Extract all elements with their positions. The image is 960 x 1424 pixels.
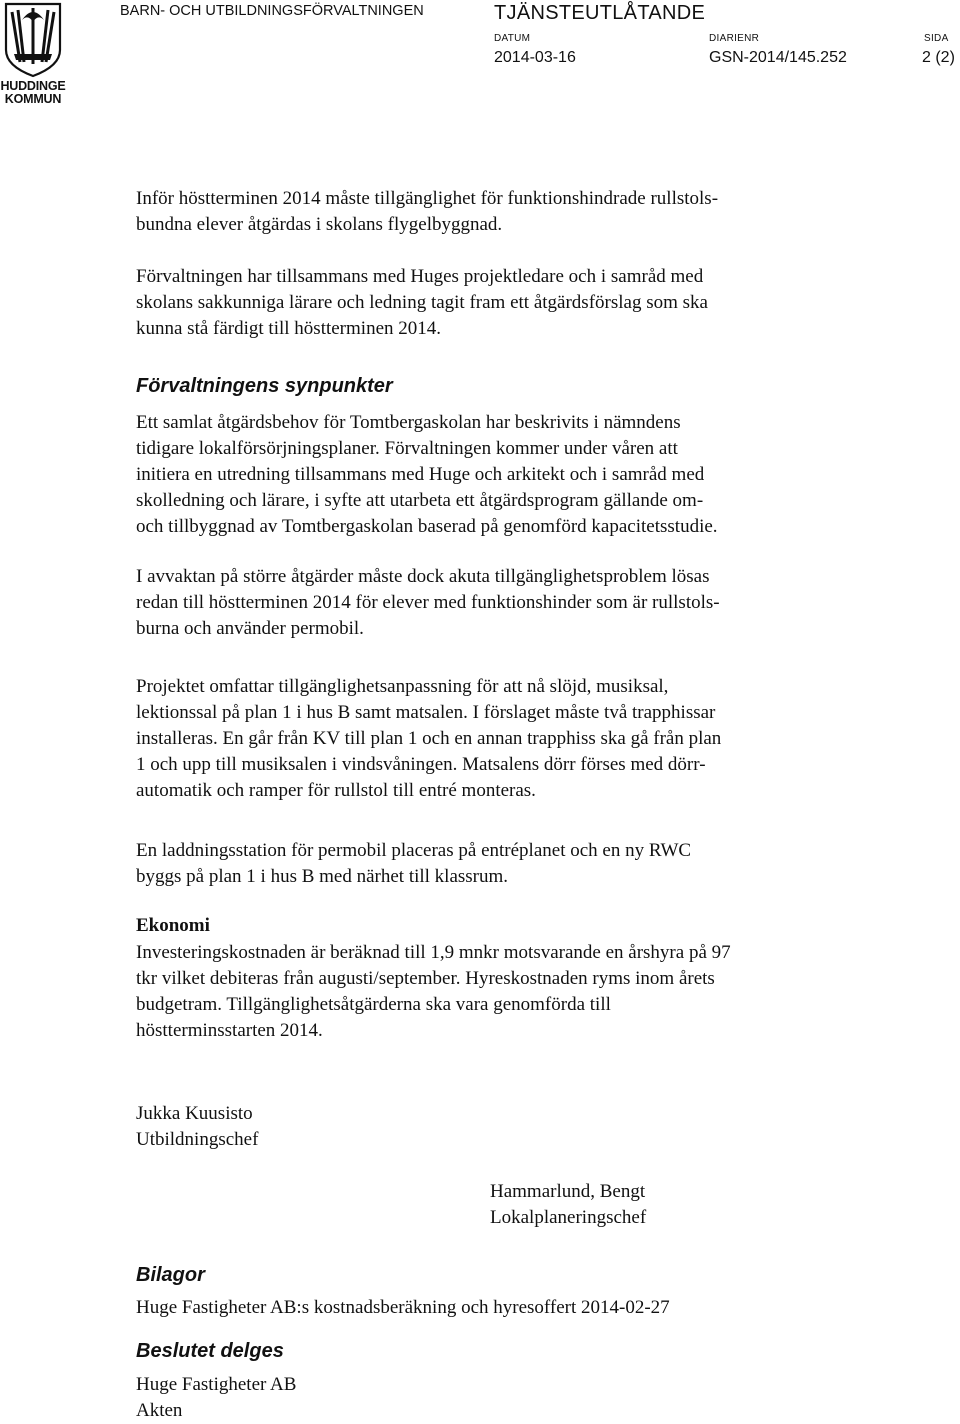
text-line: burna och använder permobil. xyxy=(136,618,364,639)
page-label: SIDA xyxy=(924,33,949,44)
text-line: Investeringskostnaden är beräknad till 1,9 mnkr motsvarande en årshyra på 97 xyxy=(136,942,731,963)
ekonomi-paragraph xyxy=(136,940,856,1044)
text-line: höstterminsstarten 2014. xyxy=(136,1020,323,1041)
bilagor-list xyxy=(136,1295,856,1321)
logo-text-line2: KOMMUN xyxy=(4,92,62,106)
date-label: DATUM xyxy=(494,33,531,44)
section-heading-bilagor: Bilagor xyxy=(136,1264,205,1286)
section-heading-synpunkter: Förvaltningens synpunkter xyxy=(136,375,393,397)
text-line: Förvaltningen har tillsammans med Huges projektledare och i samråd med xyxy=(136,266,704,287)
signature-name: Hammarlund, Bengt xyxy=(490,1181,646,1202)
page-number: 2 (2) xyxy=(922,49,955,66)
signature-block-2 xyxy=(490,1179,850,1231)
diary-number-value: GSN-2014/145.252 xyxy=(709,49,847,66)
signature-block-1 xyxy=(136,1101,856,1153)
text-line: och tillbyggnad av Tomtbergaskolan baserad på genomförd kapacitetsstudie. xyxy=(136,516,718,537)
text-line: initiera en utredning tillsammans med Huge och arkitekt och i samråd med xyxy=(136,464,705,485)
text-line: I avvaktan på större åtgärder måste dock akuta tillgänglighetsproblem lösas xyxy=(136,566,710,587)
text-line: En laddningsstation för permobil placeras på entréplanet och en ny RWC xyxy=(136,840,692,861)
document-type: TJÄNSTEUTLÅTANDE xyxy=(494,2,706,24)
logo-text-line1: HUDDINGE xyxy=(0,79,66,93)
text-line: budgetram. Tillgänglighetsåtgärderna ska vara genomförda till xyxy=(136,994,611,1015)
synpunkter-paragraph-2 xyxy=(136,564,856,642)
signature-name: Jukka Kuusisto xyxy=(136,1103,253,1124)
text-line: bundna elever åtgärdas i skolans flygelbyggnad. xyxy=(136,214,503,235)
text-line: automatik och ramper för rullstol till entré monteras. xyxy=(136,780,536,801)
diary-number-label: DIARIENR xyxy=(709,33,760,44)
hudding-kommun-crest-icon xyxy=(0,0,66,80)
text-line: redan till höstterminen 2014 för elever med funktionshinder som är rullstols- xyxy=(136,592,720,613)
section-heading-ekonomi: Ekonomi xyxy=(136,915,210,936)
attachment-item: Huge Fastigheter AB:s kostnadsberäkning och hyresoffert 2014-02-27 xyxy=(136,1297,670,1318)
text-line: Projektet omfattar tillgänglighetsanpassning för att nå slöjd, musiksal, xyxy=(136,676,669,697)
signature-title: Lokalplaneringschef xyxy=(490,1207,647,1228)
text-line: lektionssal på plan 1 i hus B samt matsalen. I förslaget måste två trapphissar xyxy=(136,702,716,723)
text-line: Ett samlat åtgärdsbehov för Tomtbergaskolan har beskrivits i nämndens xyxy=(136,412,681,433)
synpunkter-paragraph-1 xyxy=(136,410,856,540)
text-line: tidigare lokalförsörjningsplaner. Förvaltningen kommer under våren att xyxy=(136,438,678,459)
intro-paragraph-2 xyxy=(136,264,856,342)
text-line: installeras. En går från KV till plan 1 och en annan trapphiss ska gå från plan xyxy=(136,728,722,749)
text-line: byggs på plan 1 i hus B med närhet till klassrum. xyxy=(136,866,509,887)
signature-title: Utbildningschef xyxy=(136,1129,259,1150)
municipality-logo xyxy=(0,0,66,106)
recipients-list xyxy=(136,1372,856,1424)
date-value: 2014-03-16 xyxy=(494,49,576,66)
text-line: tkr vilket debiteras från augusti/september. Hyreskostnaden ryms inom årets xyxy=(136,968,715,989)
synpunkter-paragraph-3 xyxy=(136,674,856,804)
recipient-item: Huge Fastigheter AB xyxy=(136,1374,297,1395)
text-line: Inför höstterminen 2014 måste tillgänglighet för funktionshindrade rullstols- xyxy=(136,188,719,209)
synpunkter-paragraph-4 xyxy=(136,838,856,890)
recipient-item: Akten xyxy=(136,1400,183,1421)
department-name: BARN- OCH UTBILDNINGSFÖRVALTNINGEN xyxy=(120,3,424,19)
text-line: skolans sakkunniga lärare och ledning tagit fram ett åtgärdsförslag som ska xyxy=(136,292,708,313)
intro-paragraph-1 xyxy=(136,186,856,238)
text-line: skolledning och lärare, i syfte att utarbeta ett åtgärdsprogram gällande om- xyxy=(136,490,704,511)
text-line: kunna stå färdigt till höstterminen 2014. xyxy=(136,318,442,339)
text-line: 1 och upp till musiksalen i vindsvåningen. Matsalens dörr förses med dörr- xyxy=(136,754,706,775)
section-heading-beslutet-delges: Beslutet delges xyxy=(136,1340,284,1362)
